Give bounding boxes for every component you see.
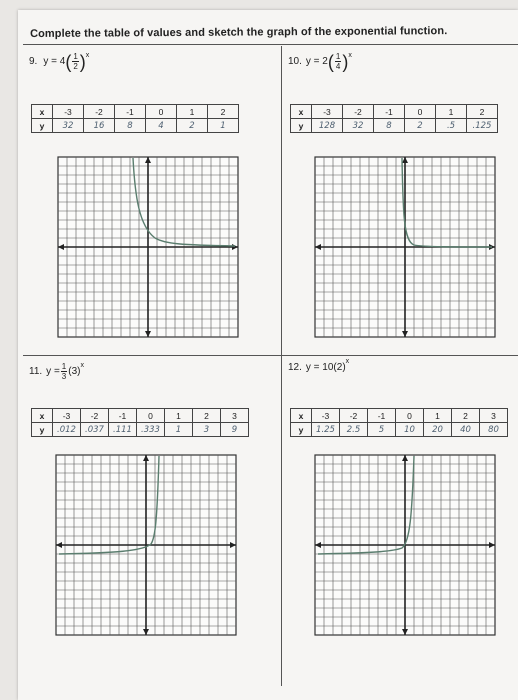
fraction-den: 3 (61, 372, 67, 381)
x-value-cell: -3 (312, 105, 343, 119)
exponent: x (80, 362, 84, 369)
x-value-cell: -3 (53, 105, 84, 119)
y-answer-cell: 5 (368, 423, 396, 437)
fraction (335, 52, 341, 71)
y-answer-cell: .5 (436, 119, 467, 133)
y-answer-cell: .037 (81, 423, 109, 437)
table-row-y (291, 119, 498, 133)
y-answer-cell: 10 (396, 423, 424, 437)
x-value-cell: 0 (396, 409, 424, 423)
y-answer-cell: 128 (312, 119, 343, 133)
y-answer-cell: 1.25 (312, 423, 340, 437)
value-table (31, 104, 239, 133)
table-header-x: x (32, 409, 53, 423)
y-answer-cell: 16 (84, 119, 115, 133)
x-value-cell: -3 (312, 409, 340, 423)
y-answer-cell: .333 (137, 423, 165, 437)
x-value-cell: -1 (115, 105, 146, 119)
value-table (31, 408, 249, 437)
y-answer-cell: 8 (115, 119, 146, 133)
fraction-den: 4 (335, 62, 341, 71)
table-header-y: y (32, 423, 53, 437)
x-value-cell: -1 (109, 409, 137, 423)
x-value-cell: -1 (374, 105, 405, 119)
x-value-cell: 0 (405, 105, 436, 119)
y-answer-cell: 2.5 (340, 423, 368, 437)
table-row-x (291, 409, 508, 423)
y-answer-cell: .111 (109, 423, 137, 437)
equation-suffix: (3) (68, 366, 81, 377)
fraction-num: 1 (335, 52, 341, 61)
table-header-y: y (32, 119, 53, 133)
problem-number: 9. (29, 56, 38, 67)
table-header-y: y (291, 423, 312, 437)
coordinate-grid (314, 454, 496, 636)
table-header-x: x (291, 105, 312, 119)
exponent: x (345, 358, 350, 365)
value-table (290, 408, 508, 437)
fraction (61, 362, 67, 381)
y-answer-cell: 20 (424, 423, 452, 437)
coordinate-grid (55, 454, 237, 636)
coordinate-grid (314, 156, 496, 338)
equation (29, 362, 84, 381)
table-row-x (32, 105, 239, 119)
x-value-cell: 1 (436, 105, 467, 119)
fraction (72, 52, 78, 71)
y-answer-cell: 3 (193, 423, 221, 437)
equation-prefix: y = (46, 366, 60, 377)
y-answer-cell: 9 (221, 423, 249, 437)
divider-top (23, 44, 518, 45)
equation (288, 358, 350, 373)
y-answer-cell: 32 (53, 119, 84, 133)
y-answer-cell: 2 (405, 119, 436, 133)
x-value-cell: -2 (81, 409, 109, 423)
equation-prefix: y = 4 (43, 56, 66, 67)
y-answer-cell: .125 (467, 119, 498, 133)
problem-number: 11. (29, 366, 43, 377)
y-answer-cell: 8 (374, 119, 405, 133)
y-answer-cell: 40 (452, 423, 480, 437)
x-value-cell: -3 (53, 409, 81, 423)
table-row-x (291, 105, 498, 119)
worksheet-title: Complete the table of values and sketch the graph of the exponential function. (30, 25, 448, 40)
x-value-cell: 2 (193, 409, 221, 423)
y-answer-cell: 4 (146, 119, 177, 133)
fraction-num: 1 (61, 362, 67, 371)
x-value-cell: 1 (165, 409, 193, 423)
y-answer-cell: .012 (53, 423, 81, 437)
fraction-den: 2 (73, 62, 78, 71)
x-value-cell: 0 (146, 105, 177, 119)
table-row-y (32, 119, 239, 133)
y-answer-cell: 32 (343, 119, 374, 133)
table-row-x (32, 409, 249, 423)
x-value-cell: -2 (84, 105, 115, 119)
problem-11 (23, 356, 273, 676)
x-value-cell: 0 (137, 409, 165, 423)
x-value-cell: -2 (340, 409, 368, 423)
x-value-cell: 2 (452, 409, 480, 423)
problem-9 (23, 46, 273, 366)
worksheet (18, 10, 518, 700)
x-value-cell: -1 (368, 409, 396, 423)
x-value-cell: 1 (177, 105, 208, 119)
problem-number: 12. (288, 362, 302, 373)
table-header-x: x (32, 105, 53, 119)
y-answer-cell: 80 (480, 423, 508, 437)
equation: 10. y = 2 ( $\frac{1}{4}$ ) x (288, 51, 352, 72)
y-answer-cell: 2 (177, 119, 208, 133)
equation-prefix: y = 10(2) (305, 362, 346, 373)
y-answer-cell: 1 (165, 423, 193, 437)
equation: 9. y = 4 ( $\frac{1}{2}$ ) x (29, 51, 90, 72)
exponent: x (348, 52, 352, 59)
problem-12 (282, 356, 518, 676)
x-value-cell: 2 (208, 105, 239, 119)
x-value-cell: 1 (424, 409, 452, 423)
exponent: x (85, 52, 90, 59)
coordinate-grid (57, 156, 239, 338)
x-value-cell: 3 (221, 409, 249, 423)
fraction-num: 1 (73, 52, 78, 61)
x-value-cell: 3 (480, 409, 508, 423)
table-row-y (32, 423, 249, 437)
table-header-x: x (291, 409, 312, 423)
value-table (290, 104, 498, 133)
problem-number: 10. (288, 56, 302, 67)
problem-10 (282, 46, 518, 366)
equation-prefix: y = 2 (305, 56, 328, 67)
table-header-y: y (291, 119, 312, 133)
x-value-cell: 2 (467, 105, 498, 119)
x-value-cell: -2 (343, 105, 374, 119)
table-row-y (291, 423, 508, 437)
y-answer-cell: 1 (208, 119, 239, 133)
